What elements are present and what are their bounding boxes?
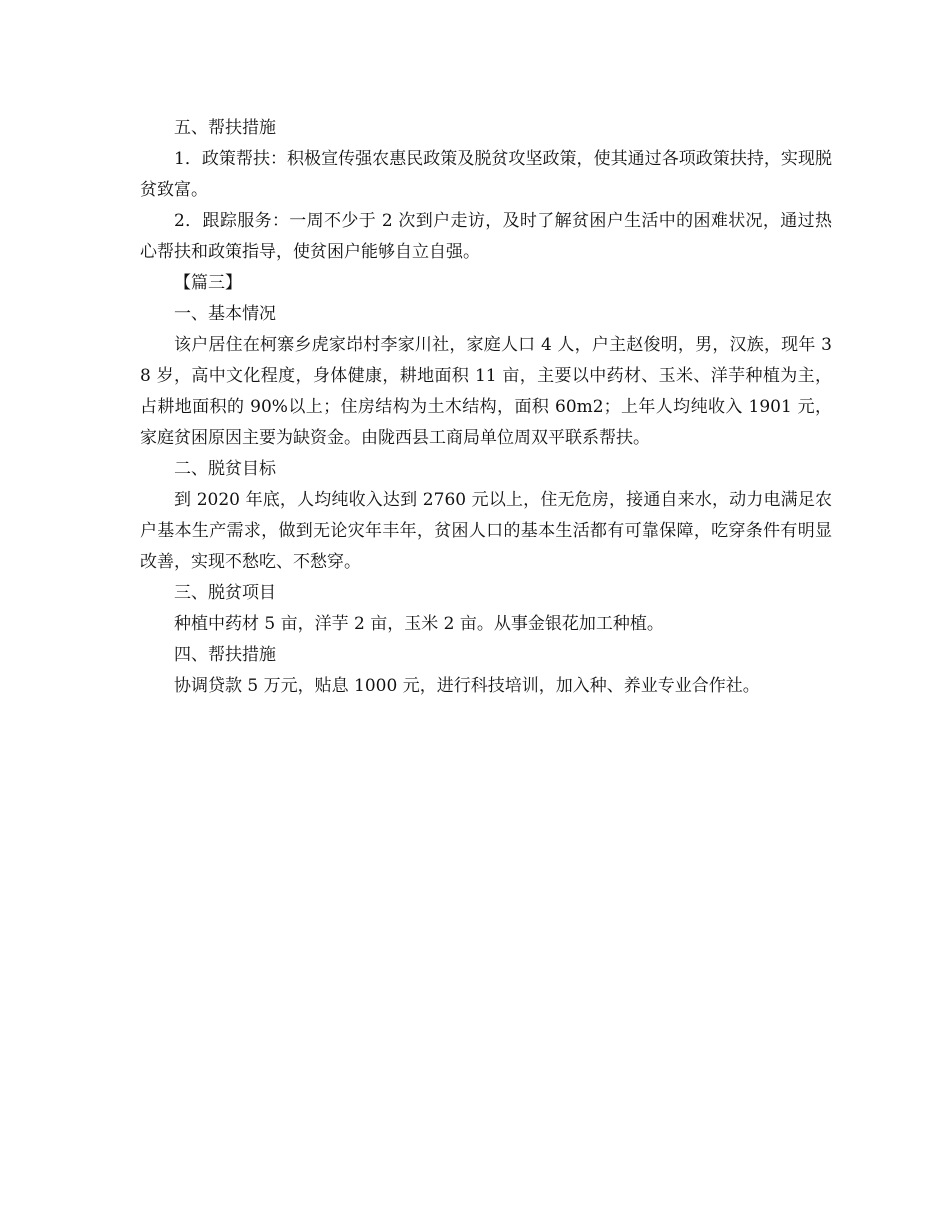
section-heading-projects: 三、脱贫项目 [174, 583, 276, 603]
section-heading-measures: 五、帮扶措施 [174, 118, 276, 138]
paragraph-goals: 到 2020 年底，人均纯收入达到 2760 元以上，住无危房，接通自来水，动力电满足农户基本生产需求，做到无论灾年丰年，贫困人口的基本生活都有可靠保障，吃穿条件有明显改善，实现不愁吃、不愁穿。 [140, 490, 832, 572]
section-heading-basic-info: 一、基本情况 [174, 304, 276, 324]
paragraph-household-info: 该户居住在柯寨乡虎家岇村李家川社，家庭人口 4 人，户主赵俊明，男，汉族，现年 38 岁，高中文化程度，身体健康，耕地面积 11 亩，主要以中药材、玉米、洋芋种植为主，占耕地面积的 90%以上；住房结构为土木结构，面积 60m2；上年人均纯收入 1901 元，家庭贫困原因主要为缺资金。由陇西县工商局单位周双平联系帮扶。 [140, 335, 832, 448]
document-body [140, 113, 832, 702]
paragraph-policy-support: 1．政策帮扶：积极宣传强农惠民政策及脱贫攻坚政策，使其通过各项政策扶持，实现脱贫致富。 [140, 149, 832, 200]
paragraph-follow-up-service: 2．跟踪服务：一周不少于 2 次到户走访，及时了解贫困户生活中的困难状况，通过热心帮扶和政策指导，使贫困户能够自立自强。 [140, 211, 832, 262]
paragraph-support-measures: 协调贷款 5 万元，贴息 1000 元，进行科技培训，加入种、养业专业合作社。 [174, 676, 760, 696]
chapter-heading-part-three: 【篇三】 [174, 273, 242, 293]
section-heading-support-measures: 四、帮扶措施 [174, 645, 276, 665]
section-heading-goals: 二、脱贫目标 [174, 459, 276, 479]
paragraph-projects: 种植中药材 5 亩，洋芋 2 亩，玉米 2 亩。从事金银花加工种植。 [174, 614, 664, 634]
